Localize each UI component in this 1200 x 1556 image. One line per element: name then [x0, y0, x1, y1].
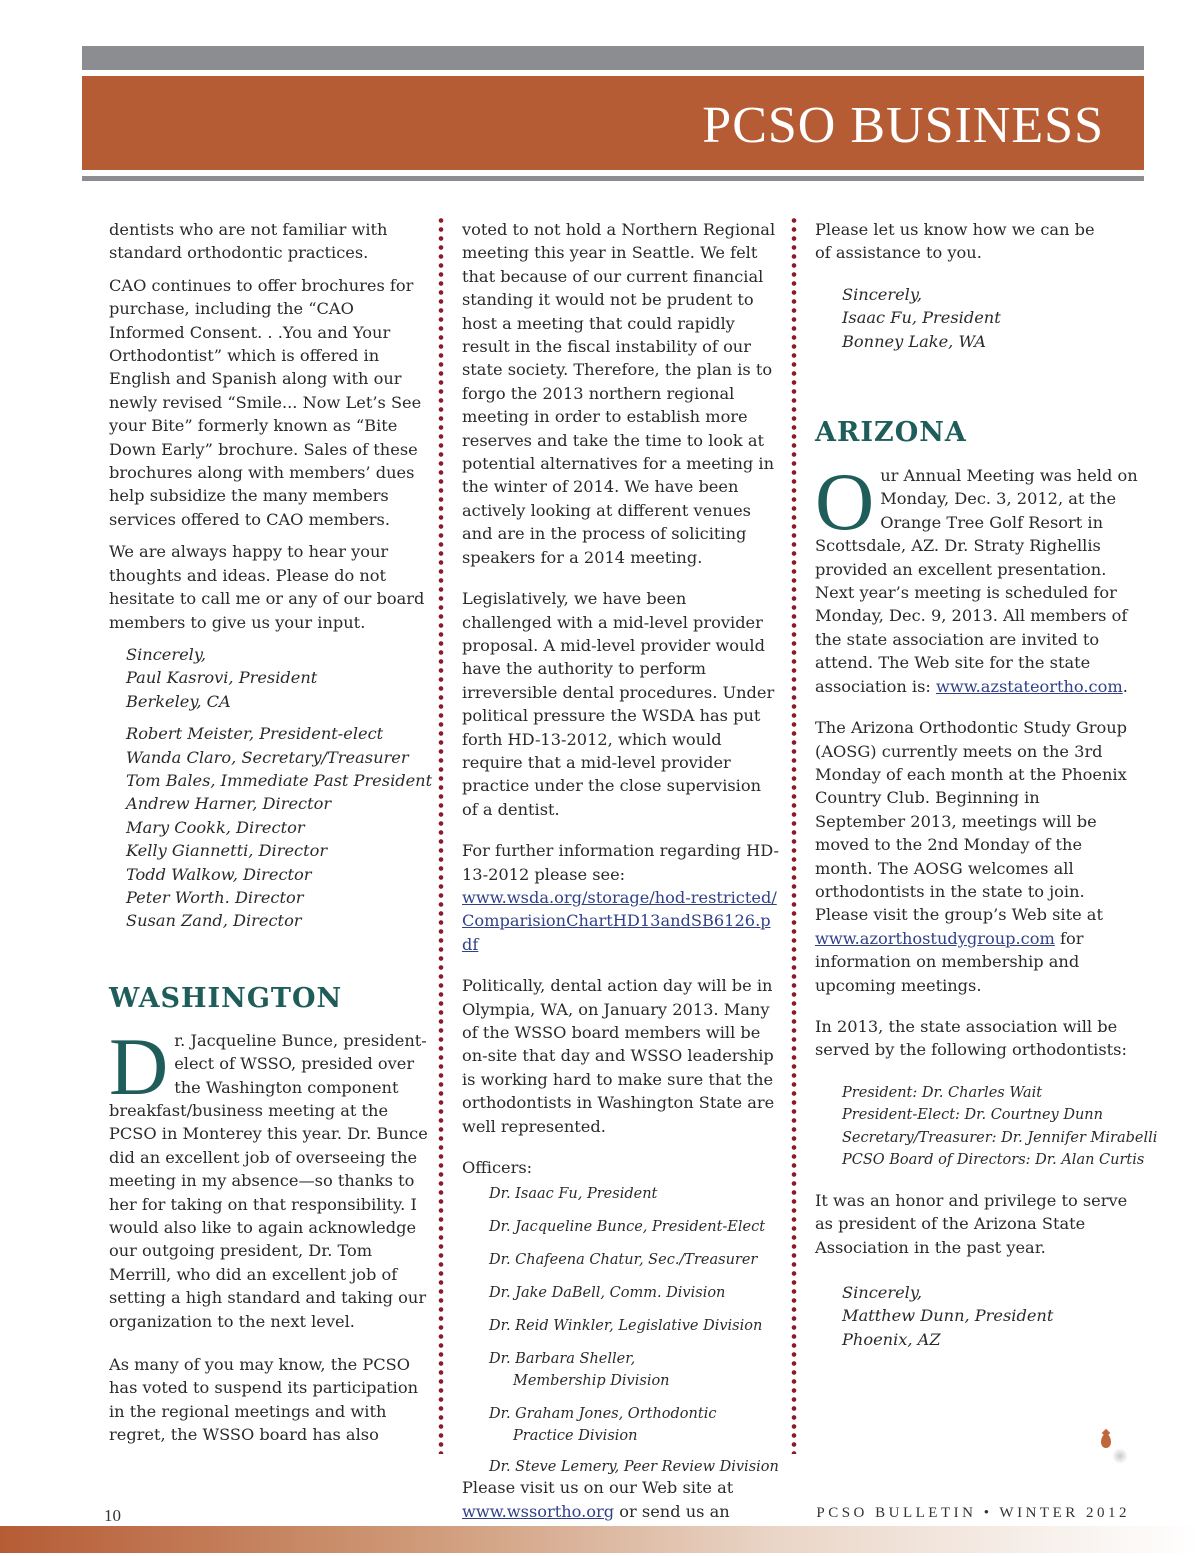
paragraph: We are always happy to hear your thoughts and ideas. Please do not hesitate to call me or any of our board members to give us your input. [109, 542, 425, 632]
arizona-officers-list [842, 1082, 1158, 1172]
publication-footer: PCSO BULLETIN • WINTER 2012 [816, 1505, 1130, 1521]
arizona-intro: Our Annual Meeting was held on Monday, Dec. 3, 2012, at the Orange Tree Golf Resort in Scottsdale, AZ. Dr. Straty Righellis provided an excellent presentation. Next year’s meeting is scheduled for Monday, Dec. 9, 2013. All members of the state association are invited to attend. The Web site for the state association is: www.azstateortho.com. [815, 456, 1138, 696]
signature-line: Sincerely, [842, 284, 922, 304]
board-member: Susan Zand, Director [126, 911, 302, 931]
drop-shadow-decoration [1112, 1448, 1128, 1464]
wssortho-link[interactable]: www.wssortho.org [462, 1501, 615, 1521]
officers-list [489, 1183, 780, 1476]
officer-item: PCSO Board of Directors: Dr. Alan Curtis [842, 1152, 1145, 1169]
column-1 [109, 218, 431, 1456]
board-member: Todd Walkow, Director [126, 864, 312, 884]
signature-line: Bonney Lake, WA [842, 331, 986, 351]
officer-item: Dr. Chafeena Chatur, Sec./Treasurer [489, 1252, 758, 1269]
visit-paragraph: Please visit us on our Web site at www.wssortho.org or send us an [462, 1478, 734, 1521]
drop-cap: D [109, 1020, 169, 1112]
signature-line: Phoenix, AZ [842, 1329, 941, 1349]
paragraph: As many of you may know, the PCSO has voted to suspend its participation in the regional meetings and with regret, the WSSO board has also [109, 1355, 419, 1445]
officer-item: Dr. Jacqueline Bunce, President-Elect [489, 1219, 766, 1236]
signature-line: Isaac Fu, President [842, 308, 1001, 328]
officers-label: Officers: [462, 1158, 533, 1178]
officer-item: Dr. Jake DaBell, Comm. Division [489, 1285, 726, 1302]
officer-item: Dr. Steve Lemery, Peer Review Division [489, 1459, 779, 1476]
board-member: Kelly Giannetti, Director [126, 841, 328, 861]
officer-item: President-Elect: Dr. Courtney Dunn [842, 1107, 1103, 1124]
board-member: Mary Cookk, Director [126, 817, 305, 837]
azorthostudygroup-link[interactable]: www.azorthostudygroup.com [815, 928, 1055, 948]
paragraph: voted to not hold a Northern Regional meeting this year in Seattle. We felt that because of our current financial standing it would not be prudent to host a meeting that could rapidly result in the fiscal instability of our state society. Therefore, the plan is to forgo the 2013 northern regional meeting in order to establish more reserves and take the time to look at potential alternatives for a meeting in the winter of 2014. We have been actively looking at different venues and are in the process of soliciting speakers for a 2014 meeting. [462, 220, 776, 567]
column-divider-dotted [438, 216, 444, 1454]
water-drop-icon [1101, 1434, 1111, 1448]
signature-line: Sincerely, [126, 644, 206, 664]
officer-item: Secretary/Treasurer: Dr. Jennifer Mirabelli [842, 1129, 1158, 1146]
signature-block [842, 283, 1150, 353]
board-member: Andrew Harner, Director [126, 794, 332, 814]
signature-line: Matthew Dunn, President [842, 1306, 1054, 1326]
paragraph: In 2013, the state association will be served by the following orthodontists: [815, 1016, 1127, 1060]
azstateortho-link[interactable]: www.azstateortho.com [936, 676, 1123, 696]
officer-item: Dr. Graham Jones, Orthodontic Practice Division [489, 1406, 717, 1445]
header-top-rule [82, 46, 1144, 70]
officer-item: President: Dr. Charles Wait [842, 1084, 1043, 1101]
section-header-band [82, 76, 1144, 170]
header-bottom-rule [82, 176, 1144, 181]
signature-line: Paul Kasrovi, President [126, 668, 318, 688]
board-member: Robert Meister, President-elect [126, 724, 384, 744]
drop-cap: O [815, 456, 875, 548]
arizona-heading: ARIZONA [815, 417, 967, 449]
washington-intro: Dr. Jacqueline Bunce, president-elect of WSSO, presided over the Washington component breakfast/business meeting at the PCSO in Monterey this year. Dr. Bunce did an excellent job of overseeing the meeting in my absence—so thanks to her for taking on that responsibility. I would also like to again acknowledge our outgoing president, Dr. Tom Merrill, who did an excellent job of setting a high standard and taking our organization to the next level. [109, 1020, 428, 1331]
paragraph: It was an honor and privilege to serve as president of the Arizona State Association in the past year. [815, 1190, 1128, 1257]
paragraph: Legislatively, we have been challenged with a mid-level provider proposal. A mid-level provider would have the authority to perform irreversible dental procedures. Under political pressure the WSDA has put forth HD-13-2012, which would require that a mid-level provider practice under the close supervision of a dentist. [462, 589, 775, 819]
paragraph: Please let us know how we can be of assistance to you. [815, 220, 1095, 263]
column-divider-dotted [791, 216, 797, 1454]
page-number: 10 [104, 1506, 121, 1525]
paragraph-further-info: For further information regarding HD-13-2012 please see: www.wsda.org/storage/hod-restricted/ComparisionChartHD13andSB6126.pdf [462, 841, 780, 954]
officer-item: Dr. Reid Winkler, Legislative Division [489, 1318, 763, 1335]
column-3 [815, 218, 1158, 1351]
aosg-paragraph: The Arizona Orthodontic Study Group (AOSG) currently meets on the 3rd Monday of each month at the Phoenix Country Club. Beginning in September 2013, meetings will be moved to the 2nd Monday of the month. The AOSG welcomes all orthodontists in the state to join. Please visit the group’s Web site at www.azorthostudygroup.com for information on membership and upcoming meetings. [815, 718, 1128, 995]
signature-line: Berkeley, CA [126, 691, 231, 711]
signature-line: Sincerely, [842, 1283, 922, 1302]
paragraph: Politically, dental action day will be in Olympia, WA, on January 2013. Many of the WSSO board members will be on-site that day and WSSO leadership is working hard to make sure that the orthodontists in Washington State are well represented. [462, 976, 775, 1136]
board-member: Tom Bales, Immediate Past President [126, 770, 433, 790]
paragraph: dentists who are not familiar with standard orthodontic practices. [109, 220, 388, 263]
board-member: Peter Worth. Director [126, 887, 304, 907]
column-2 [462, 218, 780, 1556]
board-member: Wanda Claro, Secretary/Treasurer [126, 747, 409, 767]
footer-gradient-bar [0, 1526, 1200, 1553]
washington-heading: WASHINGTON [109, 982, 343, 1014]
wsda-link[interactable]: www.wsda.org/storage/hod-restricted/ComparisionChartHD13andSB6126.pdf [462, 887, 777, 954]
officer-item: Dr. Barbara Sheller, Membership Division [489, 1351, 670, 1390]
officer-item: Dr. Isaac Fu, President [489, 1186, 658, 1203]
section-title: PCSO BUSINESS [702, 97, 1104, 154]
signature-block [842, 1281, 1150, 1351]
signature-block [126, 643, 431, 933]
paragraph: CAO continues to offer brochures for purchase, including the “CAO Informed Consent. . .You and Your Orthodontist” which is offered in English and Spanish along with our newly revised “Smile... Now Let’s See your Bite” formerly known as “Bite Down Early” brochure. Sales of these brochures along with members’ dues help subsidize the many members services offered to CAO members. [109, 275, 422, 529]
